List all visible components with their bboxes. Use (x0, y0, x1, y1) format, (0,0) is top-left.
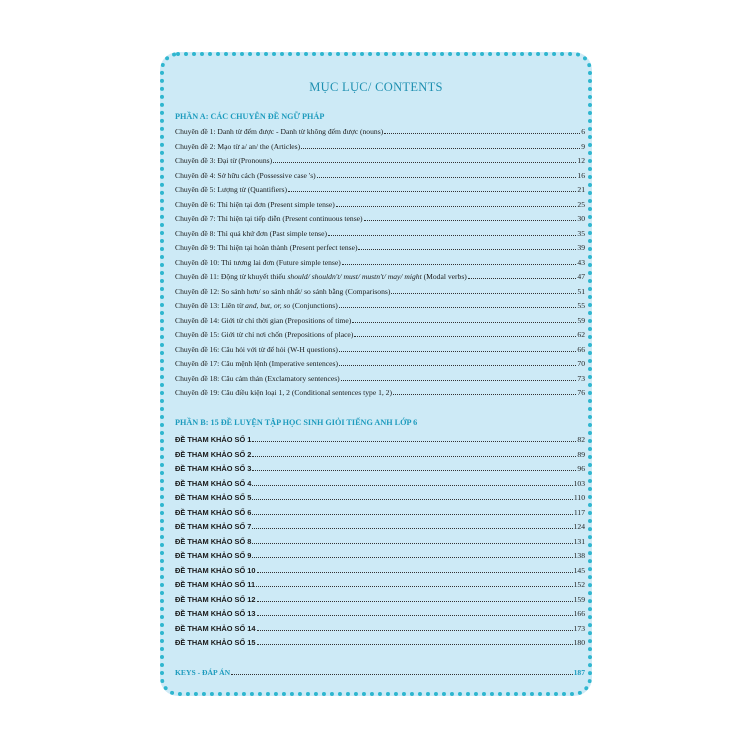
toc-page: 89 (577, 449, 585, 459)
leader-dots (231, 673, 573, 675)
leader-dots (252, 484, 572, 486)
toc-page: 62 (577, 330, 585, 339)
leader-dots (339, 364, 576, 366)
toc-label: ĐỀ THAM KHẢO SỐ 10 (175, 565, 256, 575)
toc-label: Chuyên đề 9: Thì hiện tại hoàn thành (Present perfect tense) (175, 243, 358, 252)
toc-row-b10[interactable] (175, 561, 585, 575)
toc-page: 66 (577, 344, 585, 354)
toc-row-b8[interactable] (175, 532, 585, 546)
contents-card (160, 52, 592, 696)
toc-label: Chuyên đề 4: Sở hữu cách (Possessive case 's) (175, 170, 316, 180)
toc-label (175, 301, 338, 310)
toc-page: 21 (577, 185, 585, 194)
toc-row-a13[interactable] (175, 296, 585, 310)
toc-label: Chuyên đề 15: Giới từ chỉ nơi chốn (Prepositions of place) (175, 330, 354, 339)
toc-row-b12[interactable] (175, 590, 585, 604)
toc-page: 47 (577, 272, 585, 281)
toc-label: ĐỀ THAM KHẢO SỐ 12 (175, 594, 256, 604)
toc-label-post: (Conjunctions) (290, 301, 338, 310)
toc-page: 35 (577, 228, 585, 238)
toc-label: Chuyên đề 10: Thì tương lai đơn (Future simple tense) (175, 257, 341, 267)
toc-row-a15[interactable] (175, 325, 585, 339)
toc-page: 82 (577, 435, 585, 444)
toc-row-a10[interactable] (175, 253, 585, 267)
toc-row-a3[interactable] (175, 151, 585, 165)
toc-page: 96 (577, 464, 585, 473)
toc-row-a9[interactable] (175, 238, 585, 252)
toc-row-a19[interactable] (175, 383, 585, 397)
leader-dots (252, 527, 572, 529)
leader-dots (393, 393, 576, 395)
toc-label: ĐỀ THAM KHẢO SỐ 2 (175, 449, 252, 459)
toc-label: Chuyên đề 16: Câu hỏi với từ để hỏi (W-H questions) (175, 344, 338, 354)
toc-label-italic: and, but, or, so (245, 301, 291, 310)
toc-page: 152 (573, 580, 585, 589)
leader-dots (354, 335, 576, 337)
toc-row-a2[interactable] (175, 137, 585, 151)
toc-row-b2[interactable] (175, 445, 585, 459)
leader-dots (317, 176, 577, 178)
toc-label: Chuyên đề 6: Thì hiện tại đơn (Present simple tense) (175, 199, 335, 209)
leader-dots (339, 306, 577, 308)
toc-page: 16 (577, 170, 585, 180)
toc-label: Chuyên đề 5: Lượng từ (Quantifiers) (175, 185, 287, 194)
toc-page: 51 (577, 286, 585, 296)
toc-row-b9[interactable] (175, 546, 585, 560)
toc-page: 103 (573, 478, 585, 488)
toc-label-pre: Chuyên đề 13: Liên từ (175, 301, 246, 310)
toc-page: 55 (577, 301, 585, 310)
toc-label: ĐỀ THAM KHẢO SỐ 13 (175, 609, 256, 618)
toc-page: 124 (573, 522, 585, 531)
toc-label: Chuyên đề 8: Thì quá khứ đơn (Past simple tense) (175, 228, 328, 238)
toc-page: 110 (573, 493, 585, 502)
toc-label-post: (Modal verbs) (421, 272, 467, 281)
toc-label: ĐỀ THAM KHẢO SỐ 14 (175, 623, 256, 633)
toc-page: 76 (577, 388, 585, 397)
part-b-heading: PHẦN B: 15 ĐỀ LUYỆN TẬP HỌC SINH GIỎI TIẾNG ANH LỚP 6 (175, 418, 418, 427)
toc-label: ĐỀ THAM KHẢO SỐ 1 (175, 435, 252, 444)
toc-page: 180 (573, 638, 585, 647)
leader-dots (257, 571, 573, 573)
leader-dots (252, 455, 576, 457)
toc-label: ĐỀ THAM KHẢO SỐ 8 (175, 536, 252, 546)
toc-page: 131 (573, 536, 585, 546)
toc-label: ĐỀ THAM KHẢO SỐ 9 (175, 551, 252, 560)
leader-dots (273, 161, 576, 163)
toc-row-b6[interactable] (175, 503, 585, 517)
toc-label: ĐỀ THAM KHẢO SỐ 7 (175, 522, 252, 531)
leader-dots (252, 513, 573, 515)
leader-dots (339, 350, 576, 352)
toc-row-a16[interactable] (175, 340, 585, 354)
toc-page: 159 (573, 594, 585, 604)
leader-dots (468, 277, 577, 279)
leader-dots (257, 614, 573, 616)
toc-row-b11[interactable] (175, 575, 585, 589)
toc-page: 138 (573, 551, 585, 560)
toc-row-b14[interactable] (175, 619, 585, 633)
toc-label: Chuyên đề 18: Câu cảm thán (Exclamatory sentences) (175, 373, 340, 383)
toc-label: ĐỀ THAM KHẢO SỐ 6 (175, 507, 252, 517)
leader-dots (336, 205, 577, 207)
toc-row-a18[interactable] (175, 369, 585, 383)
toc-label: ĐỀ THAM KHẢO SỐ 5 (175, 493, 252, 502)
toc-label: ĐỀ THAM KHẢO SỐ 3 (175, 464, 252, 473)
toc-page: 30 (577, 214, 585, 223)
leader-dots (288, 190, 576, 192)
leader-dots (256, 585, 573, 587)
toc-label: ĐỀ THAM KHẢO SỐ 4 (175, 478, 252, 488)
toc-label: Chuyên đề 19: Câu điều kiện loại 1, 2 (Conditional sentences type 1, 2) (175, 388, 393, 397)
toc-label (175, 272, 467, 281)
leader-dots (341, 379, 577, 381)
toc-page: 43 (577, 257, 585, 267)
toc-page: 59 (577, 315, 585, 325)
toc-label-italic: should/ shouldn't/ must/ mustn't/ may/ might (287, 272, 422, 281)
toc-row-a11[interactable] (175, 267, 585, 281)
leader-dots (257, 629, 573, 631)
toc-label: Chuyên đề 2: Mạo từ a/ an/ the (Articles) (175, 141, 301, 151)
toc-page: 166 (573, 609, 585, 618)
toc-row-b4[interactable] (175, 474, 585, 488)
toc-page: 9 (581, 141, 585, 151)
toc-page: 73 (577, 373, 585, 383)
leader-dots (252, 469, 576, 471)
toc-row-a5[interactable] (175, 180, 585, 194)
toc-page: 12 (577, 156, 585, 165)
toc-label: Chuyên đề 17: Câu mệnh lệnh (Imperative sentences) (175, 359, 339, 368)
toc-row-a8[interactable] (175, 224, 585, 238)
leader-dots (391, 292, 576, 294)
toc-row-a1[interactable] (175, 122, 585, 136)
leader-dots (358, 248, 576, 250)
toc-row-a12[interactable] (175, 282, 585, 296)
toc-row-b15[interactable] (175, 633, 585, 647)
toc-page: 6 (581, 127, 585, 136)
toc-row-a17[interactable] (175, 354, 585, 368)
toc-page: 145 (573, 565, 585, 575)
leader-dots (384, 132, 580, 134)
keys-page: 187 (573, 668, 585, 677)
toc-label: Chuyên đề 14: Giới từ chỉ thời gian (Prepositions of time) (175, 315, 352, 325)
toc-row-b1[interactable] (175, 430, 585, 444)
leader-dots (252, 556, 572, 558)
part-a-heading: PHẦN A: CÁC CHUYÊN ĐỀ NGỮ PHÁP (175, 112, 325, 121)
toc-label: Chuyên đề 12: So sánh hơn/ so sánh nhất/ so sánh bằng (Comparisons) (175, 286, 391, 296)
toc-page: 117 (573, 507, 585, 517)
leader-dots (252, 440, 576, 442)
toc-row-keys[interactable] (175, 663, 585, 677)
leader-dots (252, 542, 572, 544)
keys-label: KEYS - ĐÁP ÁN (175, 668, 231, 677)
toc-row-b3[interactable] (175, 459, 585, 473)
leader-dots (257, 600, 573, 602)
toc-label: Chuyên đề 1: Danh từ đếm được - Danh từ không đếm được (nouns) (175, 127, 384, 136)
toc-page: 39 (577, 243, 585, 252)
toc-label: ĐỀ THAM KHẢO SỐ 11 (175, 580, 256, 589)
leader-dots (342, 263, 577, 265)
leader-dots (328, 234, 576, 236)
toc-row-b7[interactable] (175, 517, 585, 531)
leader-dots (252, 498, 573, 500)
toc-page: 25 (577, 199, 585, 209)
toc-page: 173 (573, 623, 585, 633)
toc-row-a4[interactable] (175, 166, 585, 180)
toc-label: Chuyên đề 3: Đại từ (Pronouns) (175, 156, 273, 165)
leader-dots (301, 147, 580, 149)
toc-label-pre: Chuyên đề 11: Động từ khuyết thiếu (175, 272, 288, 281)
toc-row-a6[interactable] (175, 195, 585, 209)
toc-row-a7[interactable] (175, 209, 585, 223)
toc-label: Chuyên đề 7: Thì hiện tại tiếp diễn (Present continuous tense) (175, 214, 363, 223)
leader-dots (257, 643, 573, 645)
contents-title: MỤC LỤC/ CONTENTS (309, 80, 443, 94)
toc-row-b13[interactable] (175, 604, 585, 618)
toc-row-a14[interactable] (175, 311, 585, 325)
leader-dots (364, 219, 577, 221)
toc-row-b5[interactable] (175, 488, 585, 502)
toc-page: 70 (577, 359, 585, 368)
toc-label: ĐỀ THAM KHẢO SỐ 15 (175, 638, 256, 647)
leader-dots (352, 321, 576, 323)
